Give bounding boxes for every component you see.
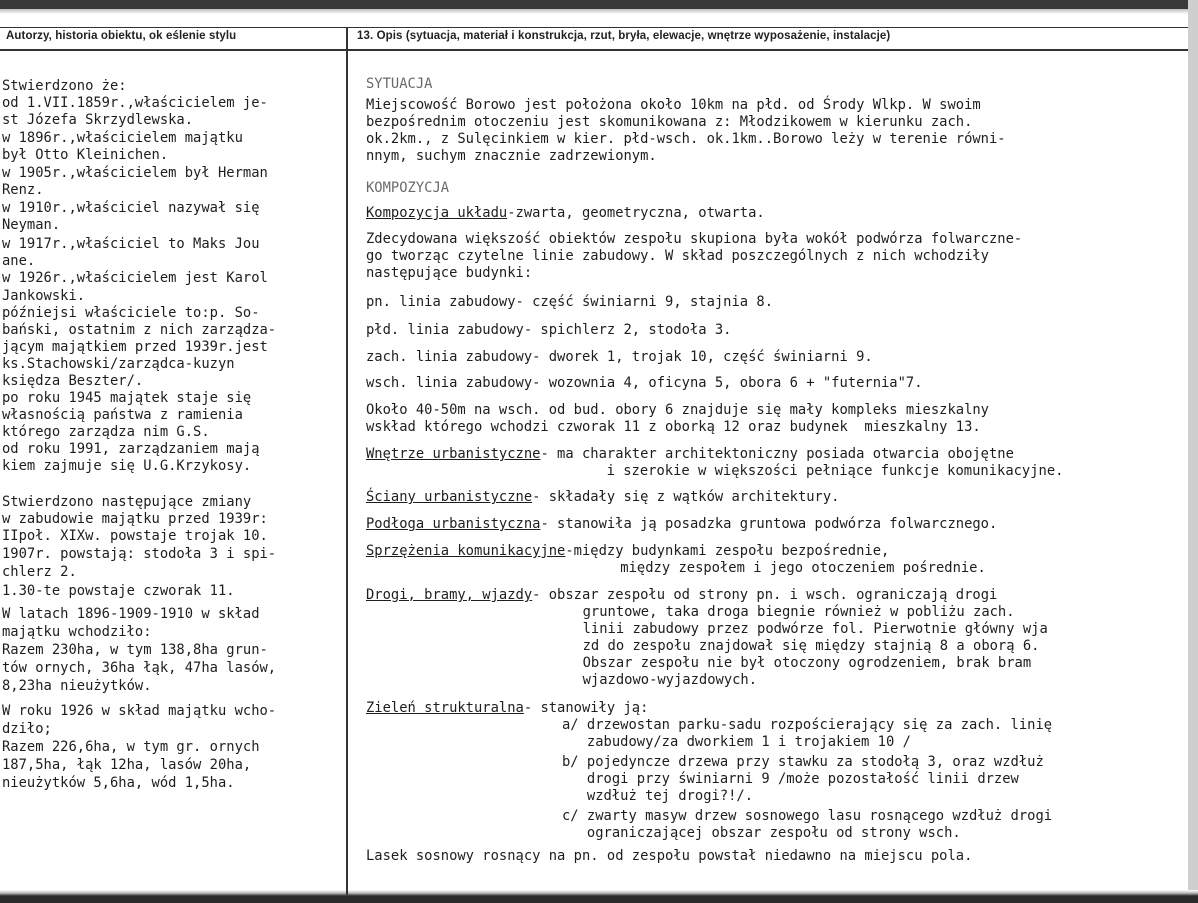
wnetrze-line-2: i szerokie w większości pełniące funkcje komunikacyjne. [590, 463, 1064, 479]
ownership-line: bański, ostatnim z nich zarządza- [2, 322, 277, 338]
sciany-row [366, 489, 839, 506]
sprzezenia-row [366, 543, 889, 560]
sprzezenia-text: -między budynkami zespołu bezpośrednie, [565, 543, 890, 559]
header-bottom-rule [0, 49, 1188, 51]
changes-line: W roku 1926 w skład majątku wcho- [2, 703, 277, 719]
right-column-header: 13. Opis (sytuacja, materiał i konstrukcja, rzut, bryła, elewacje, wnętrze wyposażenie, instalacje) [357, 30, 891, 42]
wnetrze-row [366, 446, 1014, 463]
ownership-line: Jankowski. [2, 288, 86, 304]
changes-line: 1.30-te powstaje czworak 11. [2, 583, 235, 599]
zielen-item-line: b/ pojedyncze drzewa przy stawku za stodołą 3, oraz wzdłuż [562, 754, 1044, 770]
changes-line: nieużytków 5,6ha, wód 1,5ha. [2, 775, 235, 791]
podloga-row [366, 516, 997, 533]
ownership-line: w 1896r.,właścicielem majątku [2, 130, 243, 146]
ownership-line: w 1926r.,właścicielem jest Karol [2, 270, 268, 286]
zielen-text: - stanowiły ją: [523, 700, 649, 716]
changes-line: tów ornych, 36ha łąk, 47ha lasów, [2, 660, 277, 676]
zielen-row [366, 700, 648, 717]
ownership-line: w 1905r.,właścicielem był Herman [2, 165, 268, 181]
ownership-line: jącym majątkiem przed 1939r.jest [2, 339, 268, 355]
ownership-line: od roku 1991, zarządzaniem mają [2, 441, 260, 457]
changes-line: Razem 230ha, w tym 138,8ha grun- [2, 642, 268, 658]
zielen-item-line: c/ zwarty masyw drzew sosnowego lasu rosnącego wzdłuż drogi [562, 808, 1053, 824]
zielen-item-line: ograniczającej obszar zespołu od strony wsch. [562, 825, 961, 841]
sprzezenia-line-2: między zespołem i jego otoczeniem pośrednie. [612, 560, 986, 576]
podloga-label: Podłoga urbanistyczna [366, 516, 541, 532]
ownership-line: w 1910r.,właściciel nazywał się [2, 200, 260, 216]
drogi-line: gruntowe, taka droga biegnie również w pobliżu zach. [566, 604, 1015, 620]
changes-line: Stwierdzono następujące zmiany [2, 494, 252, 510]
okolo-line: Około 40-50m na wsch. od bud. obory 6 znajduje się mały kompleks mieszkalny [366, 402, 989, 418]
sytuacja-line: ok.2km., z Sulęcinkiem w kier. płd-wsch. ok.1km..Borowo leży w terenie równi- [366, 131, 1006, 147]
sytuacja-line: nnym, suchym znacznie zadrzewionym. [366, 148, 657, 164]
changes-line: Razem 226,6ha, w tym gr. ornych [2, 739, 260, 755]
ownership-line: późniejsi właściciele to:p. So- [2, 305, 260, 321]
changes-line: majątku wchodziło: [2, 624, 152, 640]
zdecydowana-line: następujące budynki: [366, 265, 533, 281]
header-top-rule [0, 27, 1188, 28]
drogi-row [366, 587, 997, 604]
ownership-line: st Józefa Skrzydlewska. [2, 112, 194, 128]
drogi-line: linii zabudowy przez podwórze fol. Pierwotnie główny wja [566, 621, 1048, 637]
sprzezenia-label: Sprzężenia komunikacyjne [366, 543, 566, 559]
kompozycja-ukladu-label: Kompozycja układu [366, 205, 508, 221]
kompozycja-heading: KOMPOZYCJA [366, 180, 450, 196]
ownership-line: ane. [2, 253, 36, 269]
drogi-line: wjazdowo-wyjazdowych. [566, 672, 758, 688]
kompozycja-ukladu-text: -zwarta, geometryczna, otwarta. [507, 205, 765, 221]
ownership-line: własnością państwa z ramienia [2, 407, 243, 423]
zdecydowana-line: Zdecydowana większość obiektów zespołu skupiona była wokół podwórza folwarczne- [366, 231, 1023, 247]
sytuacja-heading: SYTUACJA [366, 76, 433, 92]
ownership-line: którego zarządza nim G.S. [2, 424, 210, 440]
zabudowa-line: płd. linia zabudowy- spichlerz 2, stodoła 3. [366, 322, 732, 338]
zielen-item-line: drogi przy świniarni 9 /może pozostałość linii drzew [562, 771, 1019, 787]
ownership-line: w 1917r.,właściciel to Maks Jou [2, 236, 260, 252]
zielen-item-line: wzdłuż tej drogi?!/. [562, 788, 754, 804]
okolo-line: wskład którego wchodzi czworak 11 z oborką 12 oraz budynek mieszkalny 13. [366, 419, 981, 435]
zabudowa-line: zach. linia zabudowy- dworek 1, trojak 10, część świniarni 9. [366, 349, 873, 365]
zabudowa-line: wsch. linia zabudowy- wozownia 4, oficyna 5, obora 6 + "futernia"7. [366, 375, 923, 391]
zielen-label: Zieleń strukturalna [366, 700, 524, 716]
kompozycja-ukladu-row [366, 205, 765, 222]
wnetrze-text: - ma charakter architektoniczny posiada otwarcia obojętne [540, 446, 1014, 462]
left-column-header: Autorzy, historia obiektu, ok eślenie stylu [6, 30, 237, 42]
changes-line: dziło; [2, 721, 52, 737]
changes-line: 8,23ha nieużytków. [2, 678, 152, 694]
lasek-line: Lasek sosnowy rosnący na pn. od zespołu powstał niedawno na miejscu pola. [366, 848, 973, 864]
changes-line: 1907r. powstają: stodoła 3 i spi- [2, 546, 277, 562]
zdecydowana-line: go tworząc czytelne linie zabudowy. W skład poszczególnych z nich wchodziły [366, 248, 989, 264]
scan-bottom-border [0, 890, 1198, 903]
ownership-line: Stwierdzono że: [2, 78, 127, 94]
podloga-text: - stanowiła ją posadzka gruntowa podwórza folwarcznego. [540, 516, 998, 532]
ownership-line: księdza Beszter/. [2, 373, 144, 389]
drogi-line: zd do zespołu znajdował się między stajnią 8 a oborą 6. [566, 638, 1040, 654]
sciany-text: - składały się z wątków architektury. [532, 489, 840, 505]
ownership-line: Neyman. [2, 217, 61, 233]
ownership-line: Renz. [2, 182, 44, 198]
column-divider [346, 27, 348, 895]
ownership-line: był Otto Kleinichen. [2, 147, 169, 163]
sciany-label: Ściany urbanistyczne [366, 489, 533, 505]
changes-line: w zabudowie majątku przed 1939r: [2, 511, 268, 527]
zielen-item-line: zabudowy/za dworkiem 1 i trojakiem 10 / [562, 734, 911, 750]
scan-top-border [0, 0, 1198, 14]
ownership-line: kiem zajmuje się U.G.Krzykosy. [2, 458, 252, 474]
zabudowa-line: pn. linia zabudowy- część świniarni 9, stajnia 8. [366, 294, 774, 310]
scan-right-border [1188, 0, 1198, 903]
ownership-line: ks.Stachowski/zarządca-kuzyn [2, 356, 235, 372]
changes-line: W latach 1896-1909-1910 w skład [2, 606, 260, 622]
drogi-label: Drogi, bramy, wjazdy [366, 587, 533, 603]
drogi-text: - obszar zespołu od strony pn. i wsch. ograniczają drogi [532, 587, 998, 603]
changes-line: chlerz 2. [2, 564, 77, 580]
changes-line: IIpoł. XIXw. powstaje trojak 10. [2, 528, 268, 544]
wnetrze-label: Wnętrze urbanistyczne [366, 446, 541, 462]
ownership-line: od 1.VII.1859r.,właścicielem je- [2, 95, 268, 111]
drogi-line: Obszar zespołu nie był otoczony ogrodzeniem, brak bram [566, 655, 1032, 671]
sytuacja-line: Miejscowość Borowo jest położona około 10km na płd. od Środy Wlkp. W swoim [366, 97, 981, 113]
zielen-item-line: a/ drzewostan parku-sadu rozpościerający się za zach. linię [562, 717, 1053, 733]
ownership-line: po roku 1945 majątek staje się [2, 390, 252, 406]
changes-line: 187,5ha, łąk 12ha, lasów 20ha, [2, 757, 252, 773]
sytuacja-line: bezpośrednim otoczeniu jest skomunikowana z: Młodzikowem w kierunku zach. [366, 114, 973, 130]
